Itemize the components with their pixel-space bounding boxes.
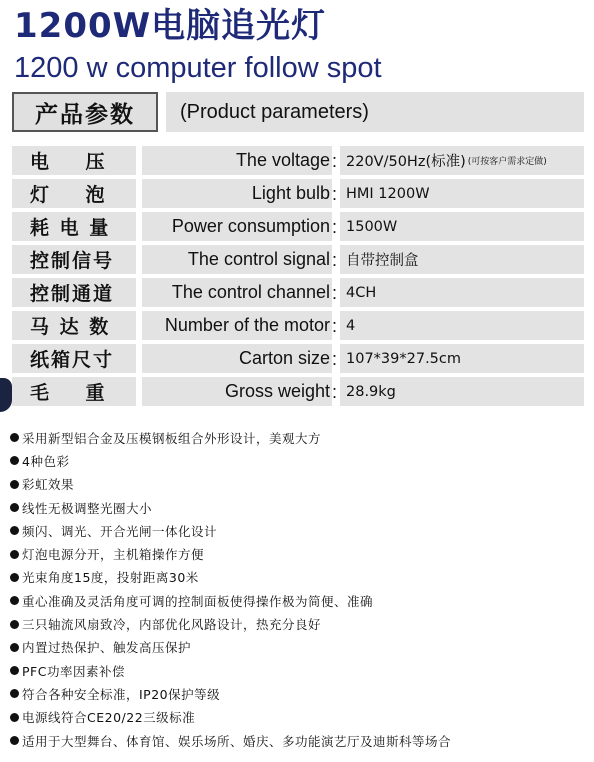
param-name-cn: 灯 泡: [12, 179, 136, 208]
feature-text: 彩虹效果: [22, 477, 75, 493]
bullet-icon: [10, 526, 19, 535]
feature-item: [10, 449, 584, 472]
param-row: [12, 245, 584, 274]
feature-text: 线性无极调整光圈大小: [22, 500, 153, 516]
param-value-text: 220V/50Hz(标准): [346, 154, 466, 170]
feature-text: 4种色彩: [22, 453, 70, 469]
param-name-en: The control signal: [142, 245, 332, 274]
param-name-cn: 纸箱尺寸: [12, 344, 136, 373]
bullet-icon: [10, 666, 19, 675]
feature-item: [10, 636, 584, 659]
param-row: [12, 179, 584, 208]
param-colon: :: [332, 382, 338, 402]
bullet-icon: [10, 503, 19, 512]
bullet-icon: [10, 643, 19, 652]
param-colon: :: [332, 217, 338, 237]
feature-text: 符合各种安全标准，IP20保护等级: [22, 686, 221, 702]
bullet-icon: [10, 550, 19, 559]
feature-text: 电源线符合CE20/22三级标准: [22, 710, 196, 726]
param-row: [12, 212, 584, 241]
param-value: 1500W: [340, 212, 584, 241]
bullet-icon: [10, 689, 19, 698]
param-row: [12, 377, 584, 406]
param-value: 4CH: [340, 278, 584, 307]
feature-item: [10, 473, 584, 496]
feature-item: [10, 589, 584, 612]
param-colon: :: [332, 151, 338, 171]
bullet-icon: [10, 433, 19, 442]
param-colon: :: [332, 250, 338, 270]
feature-item: [10, 496, 584, 519]
section-label-en: (Product parameters): [166, 92, 584, 132]
feature-item: [10, 682, 584, 705]
param-name-en: Number of the motor: [142, 311, 332, 340]
feature-item: [10, 659, 584, 682]
param-row: [12, 311, 584, 340]
feature-item: [10, 612, 584, 635]
page-title-en: 1200 w computer follow spot: [14, 52, 382, 84]
param-name-en: Power consumption: [142, 212, 332, 241]
param-row: [12, 278, 584, 307]
feature-text: 光束角度15度，投射距离30米: [22, 570, 199, 586]
param-value: 107*39*27.5cm: [340, 344, 584, 373]
feature-item: [10, 542, 584, 565]
param-colon: :: [332, 283, 338, 303]
param-name-en: The control channel: [142, 278, 332, 307]
param-name-cn: 马 达 数: [12, 311, 136, 340]
parameters-table: [12, 146, 584, 410]
param-value-note: (可按客户需求定做): [467, 157, 547, 167]
bullet-icon: [10, 620, 19, 629]
product-image-fragment: [0, 378, 12, 412]
param-name-cn: 毛 重: [12, 377, 136, 406]
feature-text: 采用新型铝合金及压模钢板组合外形设计，美观大方: [22, 430, 322, 446]
bullet-icon: [10, 596, 19, 605]
param-name-en: Gross weight: [142, 377, 332, 406]
feature-text: 内置过热保护、触发高压保护: [22, 640, 192, 656]
bullet-icon: [10, 573, 19, 582]
feature-item: [10, 729, 584, 752]
param-value: 自带控制盒: [340, 245, 584, 274]
feature-item: [10, 426, 584, 449]
feature-text: 三只轴流风扇致冷，内部优化风路设计，热充分良好: [22, 617, 322, 633]
param-value: [340, 146, 584, 175]
bullet-icon: [10, 456, 19, 465]
param-row: [12, 344, 584, 373]
bullet-icon: [10, 736, 19, 745]
section-header: [12, 92, 584, 132]
bullet-icon: [10, 480, 19, 489]
feature-list: [10, 426, 584, 752]
param-name-en: Carton size: [142, 344, 332, 373]
param-name-en: The voltage: [142, 146, 332, 175]
param-value: 4: [340, 311, 584, 340]
param-colon: :: [332, 349, 338, 369]
feature-item: [10, 706, 584, 729]
param-colon: :: [332, 184, 338, 204]
feature-text: PFC功率因素补偿: [22, 663, 125, 679]
param-name-cn: 电 压: [12, 146, 136, 175]
page-title-cn: 1200W电脑追光灯: [14, 6, 327, 46]
feature-text: 频闪、调光、开合光闸一体化设计: [22, 523, 218, 539]
bullet-icon: [10, 713, 19, 722]
param-name-en: Light bulb: [142, 179, 332, 208]
param-name-cn: 控制信号: [12, 245, 136, 274]
feature-text: 灯泡电源分开，主机箱操作方便: [22, 547, 205, 563]
param-name-cn: 耗 电 量: [12, 212, 136, 241]
feature-item: [10, 519, 584, 542]
section-label-cn: 产品参数: [12, 92, 158, 132]
param-value: HMI 1200W: [340, 179, 584, 208]
param-colon: :: [332, 316, 338, 336]
param-row: [12, 146, 584, 175]
param-value: 28.9kg: [340, 377, 584, 406]
feature-text: 适用于大型舞台、体育馆、娱乐场所、婚庆、多功能演艺厅及迪斯科等场合: [22, 733, 452, 749]
feature-item: [10, 566, 584, 589]
feature-text: 重心准确及灵活角度可调的控制面板使得操作极为简便、准确: [22, 593, 374, 609]
param-name-cn: 控制通道: [12, 278, 136, 307]
